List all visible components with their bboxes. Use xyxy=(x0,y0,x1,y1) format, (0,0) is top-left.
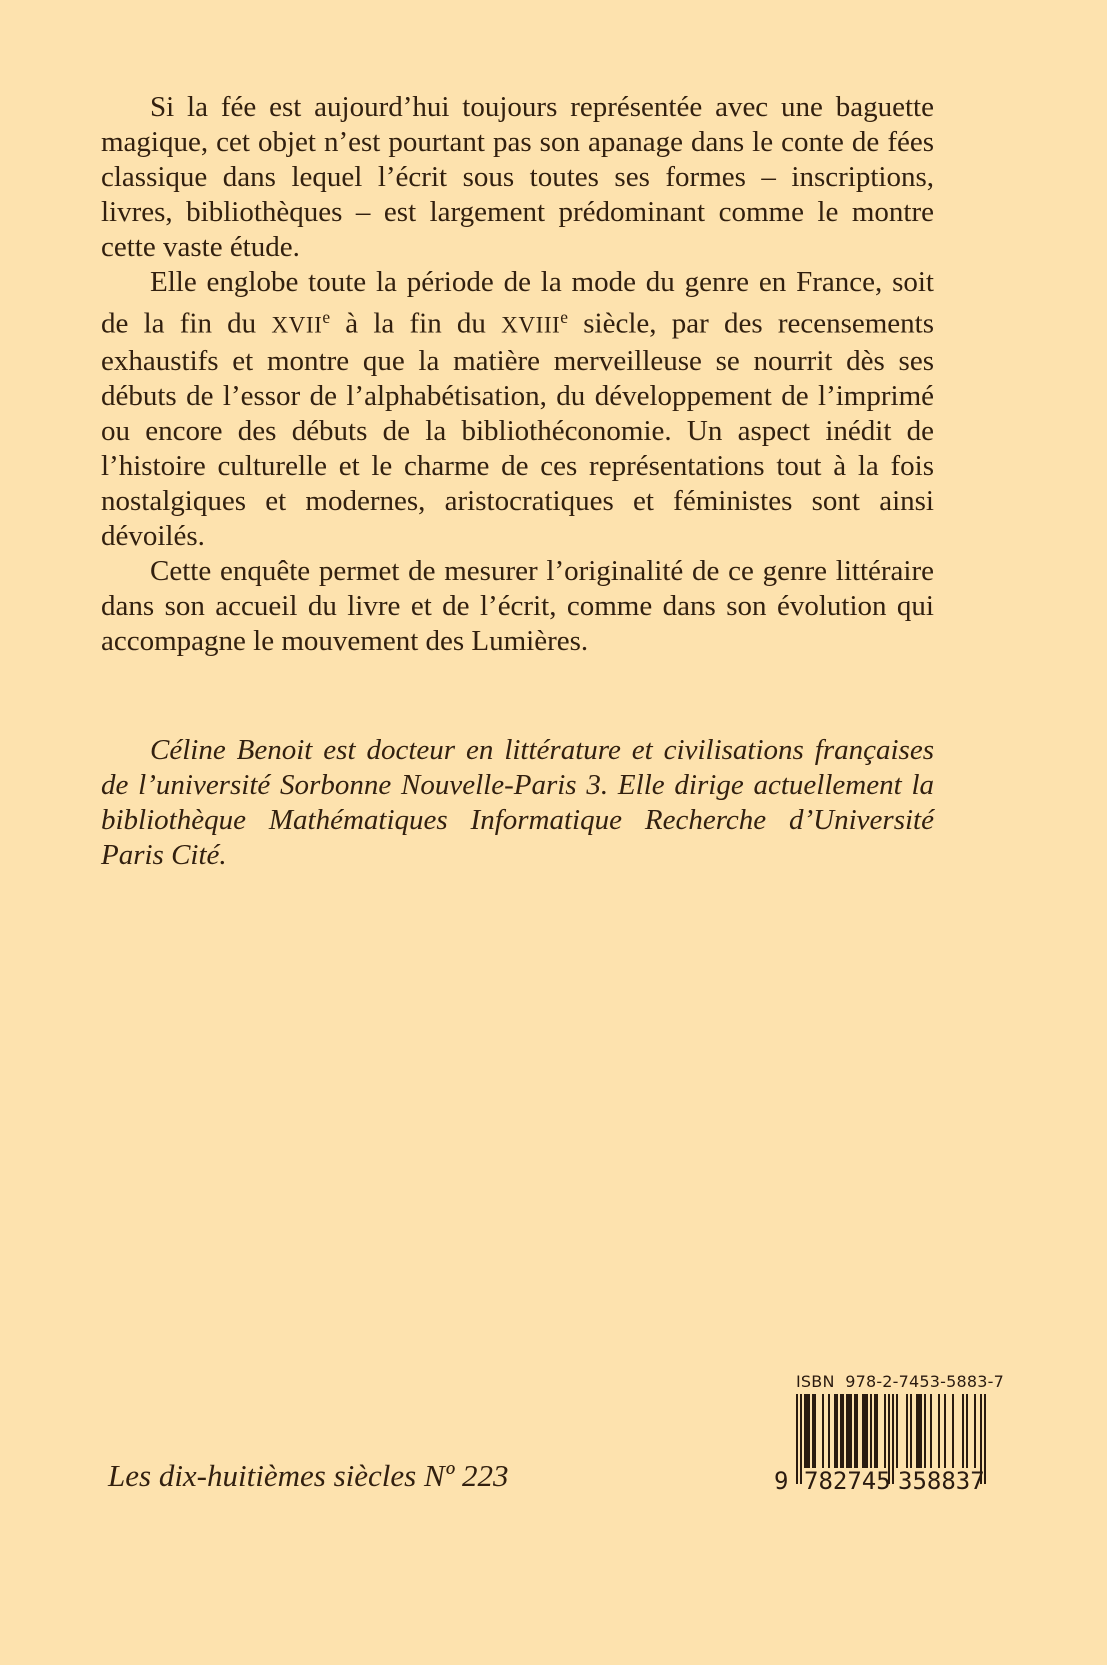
barcode-digits xyxy=(774,1468,992,1494)
paragraph-text: siècle, par des recensements exhaustifs et montre que la matière merveilleuse se nourrit dès ses débuts de l’essor de l’alphabétisation, du développement de l’imprimé ou encore des débuts de la bibliothéconomie. Un aspect inédit de l’histoire culturelle et le charme de ces représentations tout à la fois nostalgiques et modernes, aristocratiques et féministes sont ainsi dévoilés. xyxy=(101,307,935,552)
paragraph xyxy=(101,733,934,873)
paragraph xyxy=(101,554,934,659)
barcode-digit-leading: 9 xyxy=(774,1467,789,1495)
paragraph-text: Elle englobe toute la période de la mode du genre en France, soit de la fin du xyxy=(101,266,934,340)
barcode-digit-group1: 782745 xyxy=(804,1467,891,1495)
barcode-digit-group2: 358837 xyxy=(898,1467,985,1495)
series-label: Les dix-huitièmes siècles Nº 223 xyxy=(108,1458,509,1493)
paragraph xyxy=(101,90,934,265)
body-text xyxy=(101,90,934,873)
paragraph-text: e xyxy=(322,307,331,327)
paragraph xyxy=(101,265,934,554)
paragraph-text: XVII xyxy=(271,312,323,339)
paragraph-text: Céline Benoit est docteur en littérature et civilisations françaises de l’université Sorbonne Nouvelle-Paris 3. Elle dirige actuellement la bibliothèque Mathématiques Informatique Recherche d’Université Paris Cité. xyxy=(101,733,934,871)
paragraph-text: Si la fée est aujourd’hui toujours représentée avec une baguette magique, cet objet n’est pourtant pas son apanage dans le conte de fées classique dans lequel l’écrit sous toutes ses formes – inscriptions, livres, bibliothèques – est largement prédominant comme le montre cette vaste étude. xyxy=(101,91,934,263)
isbn-label: ISBN 978-2-7453-5883-7 xyxy=(796,1372,1005,1391)
paragraph-text: à la fin du xyxy=(330,307,502,340)
paragraph-text: Cette enquête permet de mesurer l’originalité de ce genre littéraire dans son accueil du livre et de l’écrit, comme dans son évolution qui accompagne le mouvement des Lumières. xyxy=(101,554,934,657)
paragraph-text: e xyxy=(560,307,569,327)
paragraph-text: XVIII xyxy=(501,312,561,339)
barcode-area xyxy=(774,1372,1005,1495)
